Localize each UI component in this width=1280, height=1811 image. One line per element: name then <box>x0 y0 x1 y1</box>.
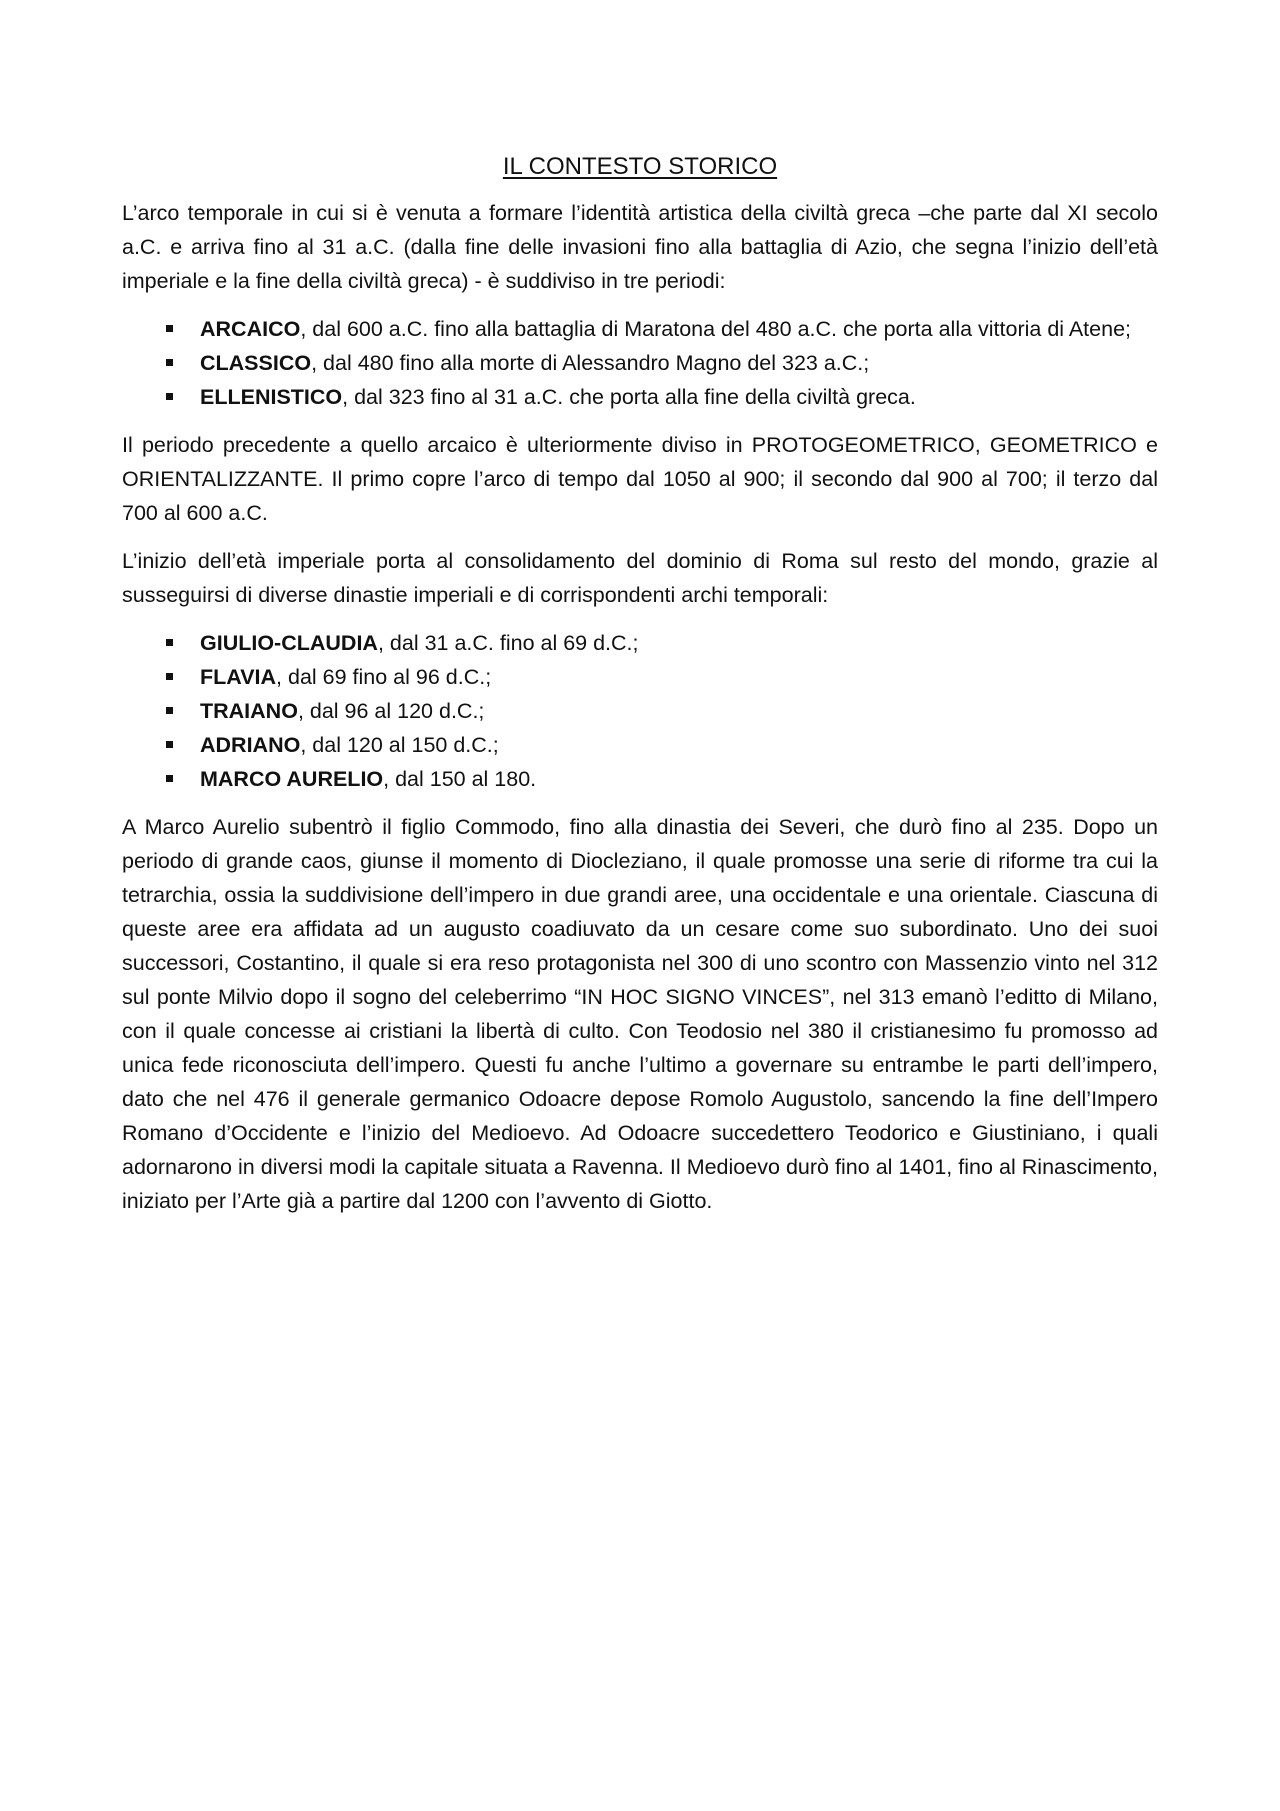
dynasty-name: FLAVIA <box>200 665 277 689</box>
period-text: , dal 323 fino al 31 a.C. che porta alla fine della civiltà greca. <box>342 385 916 409</box>
square-bullet-icon <box>166 325 173 332</box>
list-item <box>122 660 1158 694</box>
dynasty-text: , dal 120 al 150 d.C.; <box>300 733 499 757</box>
imperial-paragraph: L’inizio dell’età imperiale porta al consolidamento del dominio di Roma sul resto del mondo, grazie al susseguirsi di diverse dinastie imperiali e di corrispondenti archi temporali: <box>122 549 1158 607</box>
list-item <box>122 694 1158 728</box>
list-item <box>122 346 1158 380</box>
list-item <box>122 626 1158 660</box>
dynasty-name: TRAIANO <box>200 699 298 723</box>
dynasty-text: , dal 31 a.C. fino al 69 d.C.; <box>377 631 639 655</box>
periods-list <box>122 312 1158 414</box>
square-bullet-icon <box>166 741 173 748</box>
square-bullet-icon <box>166 673 173 680</box>
dynasty-text: , dal 96 al 120 d.C.; <box>297 699 485 723</box>
square-bullet-icon <box>166 393 173 400</box>
dynasties-list <box>122 626 1158 796</box>
late-empire-paragraph: A Marco Aurelio subentrò il figlio Commodo, fino alla dinastia dei Severi, che durò fino al 235. Dopo un periodo di grande caos, giunse il momento di Diocleziano, il quale promosse una serie di riforme tra cui la tetrarchia, ossia la suddivisione dell’impero in due grandi aree, una occidentale e una orientale. Ciascuna di queste aree era affidata ad un augusto coadiuvato da un cesare come suo subordinato. Uno dei suoi successori, Costantino, il quale si era reso protagonista nel 300 di uno scontro con Massenzio vinto nel 312 sul ponte Milvio dopo il sogno del celeberrimo “IN HOC SIGNO VINCES”, nel 313 emanò l’editto di Milano, con il quale concesse ai cristiani la libertà di culto. Con Teodosio nel 380 il cristianesimo fu promosso ad unica fede riconosciuta dell’impero. Questi fu anche l’ultimo a governare su entrambe le parti dell’impero, dato che nel 476 il generale germanico Odoacre depose Romolo Augustolo, sancendo la fine dell’Impero Romano d’Occidente e l’inizio del Medioevo. Ad Odoacre succedettero Teodorico e Giustiniano, i quali adornarono in diversi modi la capitale situata a Ravenna. Il Medioevo durò fino al 1401, fino al Rinascimento, iniziato per l’Arte già a partire dal 1200 con l’avvento di Giotto. <box>122 815 1158 1213</box>
square-bullet-icon <box>166 639 173 646</box>
pre-archaic-paragraph: Il periodo precedente a quello arcaico è ulteriormente diviso in PROTOGEOMETRICO, GEOMETRICO e ORIENTALIZZANTE. Il primo copre l’arco di tempo dal 1050 al 900; il secondo dal 900 al 700; il terzo dal 700 al 600 a.C. <box>122 433 1158 525</box>
dynasty-text: , dal 150 al 180. <box>383 767 537 791</box>
period-name: ARCAICO <box>200 317 301 341</box>
intro-paragraph: L’arco temporale in cui si è venuta a formare l’identità artistica della civiltà greca –che parte dal XI secolo a.C. e arriva fino al 31 a.C. (dalla fine delle invasioni fino alla battaglia di Azio, che segna l’inizio dell’età imperiale e la fine della civiltà greca) - è suddiviso in tre periodi: <box>122 201 1158 293</box>
list-item <box>122 762 1158 796</box>
square-bullet-icon <box>166 359 173 366</box>
dynasty-name: MARCO AURELIO <box>200 767 384 791</box>
square-bullet-icon <box>166 775 173 782</box>
period-name: CLASSICO <box>200 351 312 375</box>
list-item <box>122 312 1158 346</box>
dynasty-name: ADRIANO <box>200 733 301 757</box>
list-item <box>122 380 1158 414</box>
period-name: ELLENISTICO <box>200 385 343 409</box>
period-text: , dal 600 a.C. fino alla battaglia di Maratona del 480 a.C. che porta alla vittoria di Atene; <box>300 317 1132 341</box>
dynasty-name: GIULIO-CLAUDIA <box>200 631 378 655</box>
list-item <box>122 728 1158 762</box>
page-title: IL CONTESTO STORICO <box>502 153 778 180</box>
square-bullet-icon <box>166 707 173 714</box>
dynasty-text: , dal 69 fino al 96 d.C.; <box>276 665 492 689</box>
period-text: , dal 480 fino alla morte di Alessandro Magno del 323 a.C.; <box>311 351 870 375</box>
document-page <box>122 150 1158 1232</box>
